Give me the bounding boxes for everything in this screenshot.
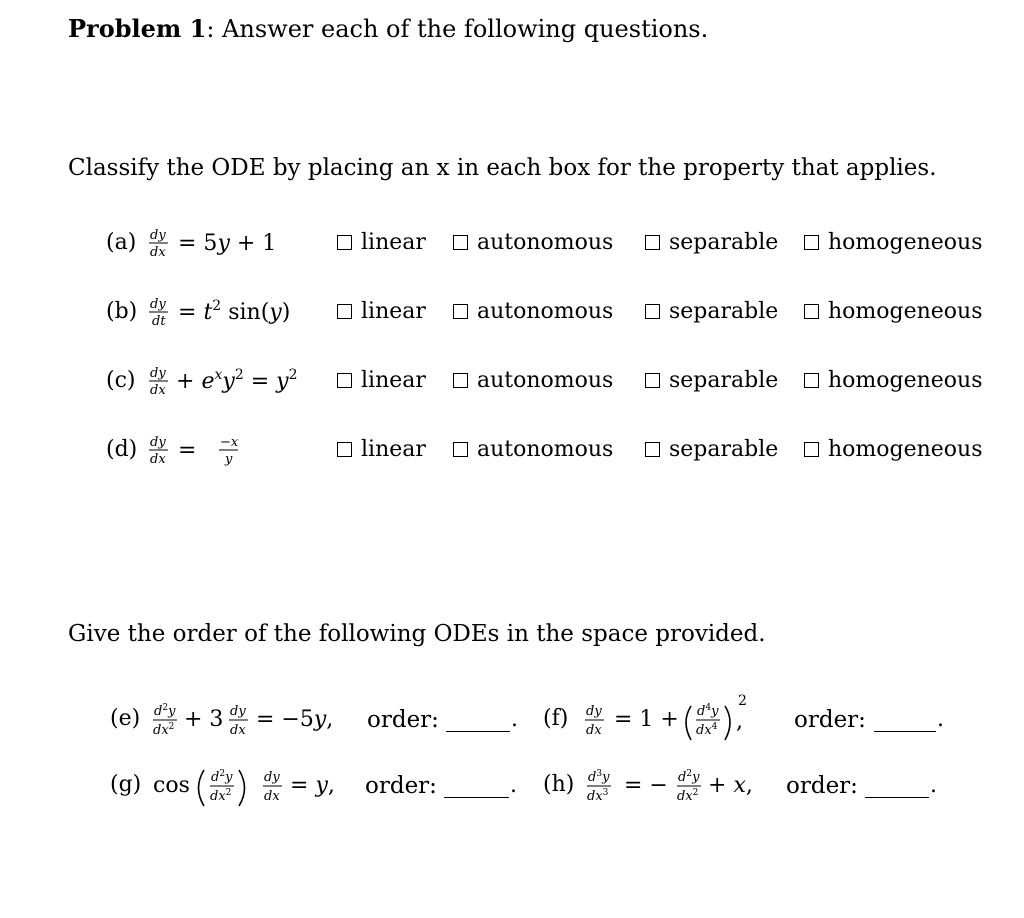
- svg-text:d2y: $d^2y$: [211, 769, 233, 785]
- svg-text:= −5y,: = −5y,: [256, 707, 334, 732]
- checkbox[interactable]: [645, 442, 660, 457]
- item-label-e: (e): [110, 706, 141, 731]
- problem-text: : Answer each of the following questions.: [206, 15, 709, 43]
- svg-text:dx: dx: [150, 452, 166, 467]
- checkbox[interactable]: [337, 373, 352, 388]
- problem-title: [68, 14, 708, 43]
- svg-text:dy: dy: [264, 770, 280, 785]
- svg-text:dx4: $dx^4$: [696, 722, 718, 738]
- svg-text:dx: dx: [586, 723, 602, 738]
- order-label-e: order:: [367, 707, 439, 733]
- svg-text:dx: dx: [150, 383, 166, 398]
- option-linear-b[interactable]: linear: [337, 299, 426, 324]
- checkbox[interactable]: [645, 373, 660, 388]
- item-label-f: (f): [543, 706, 569, 731]
- svg-text:dt: dt: [152, 314, 166, 329]
- svg-text:dy: dy: [230, 704, 246, 719]
- svg-text:= 1 +: = 1 +: [614, 707, 679, 732]
- classify-row-c: [0, 362, 1024, 402]
- equation-b: [146, 293, 326, 333]
- svg-text:dx: dx: [230, 723, 246, 738]
- equation-c: [146, 362, 331, 402]
- period: .: [930, 773, 937, 798]
- item-label-d: (d): [106, 437, 138, 462]
- checkbox[interactable]: [453, 442, 468, 457]
- svg-text:=: =: [178, 438, 197, 463]
- order-blank-e[interactable]: [446, 731, 510, 732]
- svg-text:,: ,: [736, 709, 743, 734]
- classify-row-a: [0, 224, 1024, 264]
- svg-text:dy: dy: [150, 366, 166, 381]
- checkbox[interactable]: [453, 373, 468, 388]
- equation-h: [584, 764, 784, 804]
- svg-text:−x: −x: [220, 435, 239, 450]
- option-linear-c[interactable]: linear: [337, 368, 426, 393]
- eq-rest: = 5y + 1: [178, 231, 277, 256]
- option-separable-b[interactable]: separable: [645, 299, 778, 324]
- svg-text:dx: dx: [264, 789, 280, 804]
- checkbox[interactable]: [453, 235, 468, 250]
- svg-text:d3y: $d^3y$: [588, 769, 610, 785]
- option-separable-d[interactable]: separable: [645, 437, 778, 462]
- svg-text:dy: dy: [586, 704, 602, 719]
- svg-text:dx2: $dx^2$: [153, 722, 175, 738]
- item-label-c: (c): [106, 368, 136, 393]
- option-separable-c[interactable]: separable: [645, 368, 778, 393]
- checkbox[interactable]: [645, 235, 660, 250]
- checkbox[interactable]: [337, 235, 352, 250]
- svg-text:d4y: $d^4y$: [697, 703, 719, 719]
- period: .: [937, 707, 944, 732]
- item-label-g: (g): [110, 772, 142, 797]
- checkbox[interactable]: [804, 442, 819, 457]
- order-label-f: order:: [794, 707, 866, 733]
- order-row-ef: [0, 693, 1024, 744]
- period: .: [510, 773, 517, 798]
- svg-text:dy: dy: [150, 297, 166, 312]
- option-autonomous-d[interactable]: autonomous: [453, 437, 613, 462]
- checkbox[interactable]: [337, 304, 352, 319]
- checkbox[interactable]: [645, 304, 660, 319]
- problem-label: Problem 1: [68, 14, 207, 43]
- svg-text:y: y: [225, 452, 233, 467]
- item-label-h: (h): [543, 772, 575, 797]
- svg-text:+ 3: + 3: [184, 707, 224, 732]
- order-blank-f[interactable]: [874, 731, 936, 732]
- svg-text:dx2: $dx^2$: [677, 788, 699, 804]
- order-label-h: order:: [786, 773, 858, 799]
- svg-text:= y,: = y,: [290, 773, 335, 798]
- option-homogeneous-a[interactable]: homogeneous: [804, 230, 983, 255]
- svg-text:2: 2: [738, 693, 747, 709]
- equation-f: [582, 688, 792, 738]
- frac-den: dx: [150, 245, 166, 260]
- svg-text:d2y: $d^2y$: [154, 703, 176, 719]
- classify-row-d: [0, 431, 1024, 471]
- option-linear-d[interactable]: linear: [337, 437, 426, 462]
- checkbox[interactable]: [453, 304, 468, 319]
- equation-e: [150, 698, 365, 738]
- option-homogeneous-b[interactable]: homogeneous: [804, 299, 983, 324]
- order-instruction: Give the order of the following ODEs in the space provided.: [68, 621, 766, 647]
- option-homogeneous-c[interactable]: homogeneous: [804, 368, 983, 393]
- svg-text:= t2 sin(y): = $t^2$ sin(y): [178, 298, 291, 325]
- svg-text:+ x,: + x,: [708, 773, 753, 798]
- item-label-a: (a): [106, 230, 137, 255]
- classify-instruction: Classify the ODE by placing an x in each box for the property that applies.: [68, 155, 937, 181]
- equation-a: [146, 224, 296, 264]
- svg-text:dy: dy: [150, 435, 166, 450]
- item-label-b: (b): [106, 299, 138, 324]
- equation-g: [150, 758, 365, 804]
- option-autonomous-a[interactable]: autonomous: [453, 230, 613, 255]
- order-row-gh: [0, 764, 1024, 810]
- checkbox[interactable]: [804, 235, 819, 250]
- order-blank-g[interactable]: [444, 797, 509, 798]
- period: .: [511, 707, 518, 732]
- svg-text:dx3: $dx^3$: [587, 788, 609, 804]
- order-label-g: order:: [365, 773, 437, 799]
- svg-text:+ exy2 = y2: + $e^xy^2 = y^2$: [176, 367, 298, 394]
- checkbox[interactable]: [337, 442, 352, 457]
- checkbox[interactable]: [804, 304, 819, 319]
- option-separable-a[interactable]: separable: [645, 230, 778, 255]
- svg-text:dx2: $dx^2$: [210, 788, 232, 804]
- svg-text:d2y: $d^2y$: [678, 769, 700, 785]
- svg-text:cos: cos: [153, 773, 190, 798]
- svg-text:= −: = −: [624, 773, 668, 798]
- classify-row-b: [0, 293, 1024, 333]
- option-autonomous-c[interactable]: autonomous: [453, 368, 613, 393]
- option-autonomous-b[interactable]: autonomous: [453, 299, 613, 324]
- frac-num: dy: [150, 228, 166, 243]
- equation-d: [146, 431, 266, 471]
- checkbox[interactable]: [804, 373, 819, 388]
- option-linear-a[interactable]: linear: [337, 230, 426, 255]
- order-blank-h[interactable]: [865, 797, 929, 798]
- option-homogeneous-d[interactable]: homogeneous: [804, 437, 983, 462]
